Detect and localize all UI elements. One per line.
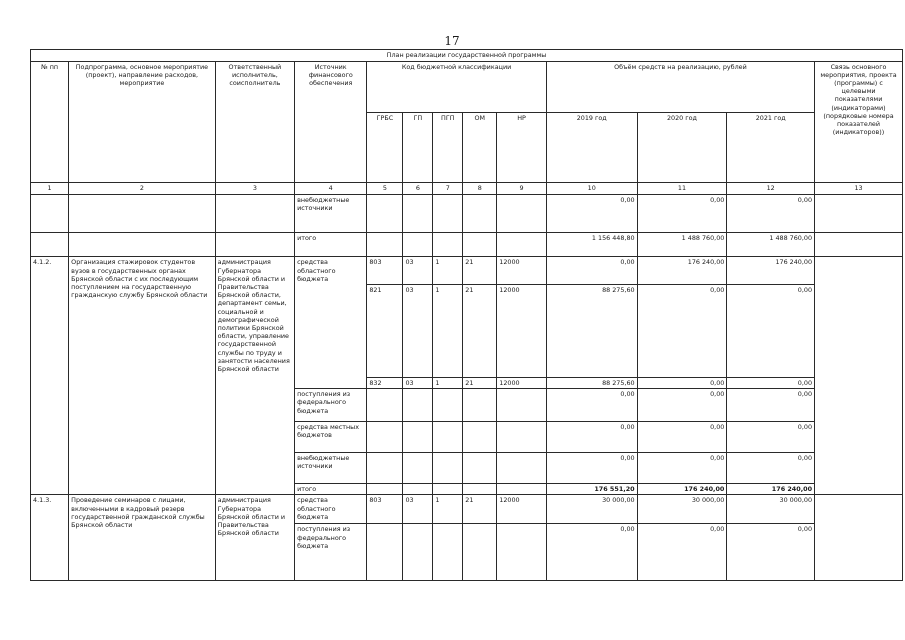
header-2021: 2021 год xyxy=(727,113,815,183)
header-grbs: ГРБС xyxy=(367,113,403,183)
amount-2020: 176 240,00 xyxy=(637,257,727,285)
item-description: Организация стажировок студентов вузов в государственных органах Брянской области с их последующим поступлением на государственную гражданскую службу Брянской области xyxy=(69,257,216,495)
amount-2019: 88 275,60 xyxy=(546,377,637,389)
code-om: 21 xyxy=(463,285,497,378)
column-numbers-row xyxy=(31,183,903,195)
header-budget-code: Код бюджетной классификации xyxy=(367,61,546,112)
amount-2020: 0,00 xyxy=(637,453,727,484)
amount-2019: 0,00 xyxy=(546,422,637,453)
item-number: 4.1.2. xyxy=(31,257,69,495)
item-number: 4.1.3. xyxy=(31,495,69,581)
amount-2019: 88 275,60 xyxy=(546,285,637,378)
code-grbs: 821 xyxy=(367,285,403,378)
amount-2021: 0,00 xyxy=(727,377,815,389)
amount-2021: 0,00 xyxy=(727,453,815,484)
header-row-top xyxy=(31,61,903,112)
header-funds: Объём средств на реализацию, рублей xyxy=(546,61,814,112)
item-description: Проведение семинаров с лицами, включенными в кадровый резерв государственной гражданской службы Брянской области xyxy=(69,495,216,581)
amount-2021: 0,00 xyxy=(727,194,815,232)
code-pgp: 1 xyxy=(433,377,463,389)
amount-2020: 0,00 xyxy=(637,194,727,232)
code-gp: 03 xyxy=(403,495,433,524)
col-number: 1 xyxy=(31,183,69,195)
col-number: 3 xyxy=(215,183,294,195)
amount-2019: 0,00 xyxy=(546,524,637,581)
amount-2020: 0,00 xyxy=(637,524,727,581)
amount-2021: 176 240,00 xyxy=(727,257,815,285)
amount-2021: 0,00 xyxy=(727,285,815,378)
col-number: 10 xyxy=(546,183,637,195)
code-om: 21 xyxy=(463,257,497,285)
page-number: 17 xyxy=(444,34,460,48)
col-number: 2 xyxy=(69,183,216,195)
funding-source: средства областного бюджета xyxy=(295,257,367,389)
item-executor: администрация Губернатора Брянской области и Правительства Брянской области xyxy=(215,495,294,581)
code-pgp: 1 xyxy=(433,495,463,524)
item-executor: администрация Губернатора Брянской области и Правительства Брянской области, департамент семьи, социальной и демографической политики Брянской области, управление государственной службы по труду и занятости населения Брянской области xyxy=(215,257,294,495)
header-2020: 2020 год xyxy=(637,113,727,183)
amount-2019: 0,00 xyxy=(546,257,637,285)
amount-2019: 30 000,00 xyxy=(546,495,637,524)
amount-2021: 1 488 760,00 xyxy=(727,232,815,257)
funding-source: внебюджетные источники xyxy=(295,453,367,484)
col-number: 8 xyxy=(463,183,497,195)
col-number: 4 xyxy=(295,183,367,195)
amount-2020: 0,00 xyxy=(637,422,727,453)
table-title: План реализации государственной программы xyxy=(31,50,903,62)
col-number: 5 xyxy=(367,183,403,195)
amount-2019: 0,00 xyxy=(546,194,637,232)
header-np: НР xyxy=(497,113,547,183)
funding-source: итого xyxy=(295,232,367,257)
code-om: 21 xyxy=(463,495,497,524)
funding-source: средства областного бюджета xyxy=(295,495,367,524)
table-row xyxy=(31,495,903,524)
amount-2020: 30 000,00 xyxy=(637,495,727,524)
header-source: Источник финансового обеспечения xyxy=(295,61,367,182)
table-row-total xyxy=(31,232,903,257)
col-number: 12 xyxy=(727,183,815,195)
code-pgp: 1 xyxy=(433,257,463,285)
col-number: 9 xyxy=(497,183,547,195)
code-gp: 03 xyxy=(403,257,433,285)
amount-2020: 176 240,00 xyxy=(637,483,727,495)
header-program: Подпрограмма, основное мероприятие (проект), направление расходов, мероприятие xyxy=(69,61,216,182)
amount-2019: 0,00 xyxy=(546,389,637,422)
amount-2019: 0,00 xyxy=(546,453,637,484)
amount-2021: 0,00 xyxy=(727,422,815,453)
header-om: ОМ xyxy=(463,113,497,183)
amount-2021: 0,00 xyxy=(727,524,815,581)
col-number: 13 xyxy=(815,183,903,195)
implementation-plan-table xyxy=(30,49,903,581)
amount-2019: 1 156 448,80 xyxy=(546,232,637,257)
funding-source: итого xyxy=(295,483,367,495)
header-executor: Ответственный исполнитель, соисполнитель xyxy=(215,61,294,182)
amount-2020: 1 488 760,00 xyxy=(637,232,727,257)
code-np: 12000 xyxy=(497,495,547,524)
col-number: 7 xyxy=(433,183,463,195)
funding-source: поступления из федерального бюджета xyxy=(295,389,367,422)
amount-2021: 0,00 xyxy=(727,389,815,422)
header-pgp: ПГП xyxy=(433,113,463,183)
code-np: 12000 xyxy=(497,257,547,285)
code-grbs: 832 xyxy=(367,377,403,389)
amount-2019: 176 551,20 xyxy=(546,483,637,495)
amount-2020: 0,00 xyxy=(637,377,727,389)
funding-source: средства местных бюджетов xyxy=(295,422,367,453)
col-number: 6 xyxy=(403,183,433,195)
amount-2020: 0,00 xyxy=(637,389,727,422)
table-row xyxy=(31,194,903,232)
code-np: 12000 xyxy=(497,377,547,389)
header-2019: 2019 год xyxy=(546,113,637,183)
col-number: 11 xyxy=(637,183,727,195)
table-row xyxy=(31,257,903,285)
code-grbs: 803 xyxy=(367,257,403,285)
code-pgp: 1 xyxy=(433,285,463,378)
amount-2021: 176 240,00 xyxy=(727,483,815,495)
amount-2020: 0,00 xyxy=(637,285,727,378)
code-np: 12000 xyxy=(497,285,547,378)
funding-source: внебюджетные источники xyxy=(295,194,367,232)
table-title-row xyxy=(31,50,903,62)
code-gp: 03 xyxy=(403,285,433,378)
amount-2021: 30 000,00 xyxy=(727,495,815,524)
header-link: Связь основного мероприятия, проекта (программы) с целевыми показателями (индикаторами) (порядковые номера показателей (индикаторов)) xyxy=(815,61,903,182)
code-grbs: 803 xyxy=(367,495,403,524)
funding-source: поступления из федерального бюджета xyxy=(295,524,367,581)
header-num: № пп xyxy=(31,61,69,182)
code-om: 21 xyxy=(463,377,497,389)
code-gp: 03 xyxy=(403,377,433,389)
header-gp: ГП xyxy=(403,113,433,183)
